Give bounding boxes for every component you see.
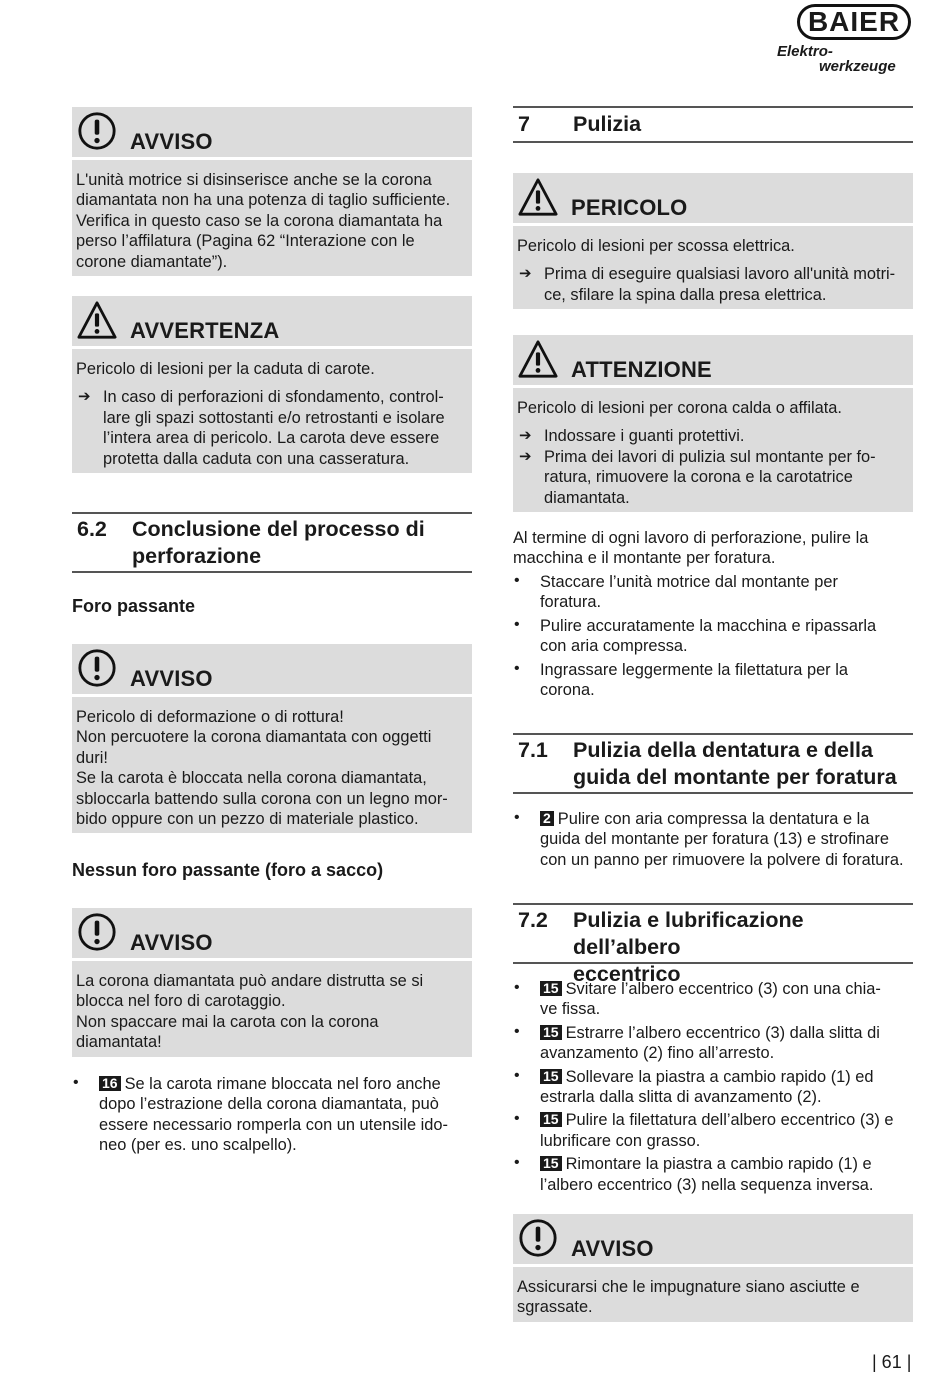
list-item	[513, 1110, 913, 1151]
list-item-text: Svitare l’albero eccentrico (3) con una chia-	[565, 980, 881, 998]
text-line: Non spaccare mai la carota con la corona	[76, 1012, 379, 1031]
notice-icon	[76, 111, 118, 151]
list-item	[513, 660, 913, 701]
list-item-line: ve fissa.	[540, 1000, 601, 1019]
step-line: protetta dalla caduta con una casseratura.	[103, 449, 410, 468]
list-item-line	[540, 1110, 913, 1130]
list-item-line: avanzamento (2) fino all’arresto.	[540, 1044, 775, 1063]
text-line: Pericolo di lesioni per scossa elettrica.	[517, 237, 795, 255]
text-line: corone diamantate”).	[76, 252, 228, 271]
section-title	[132, 516, 425, 570]
section-number: 7.1	[518, 738, 548, 762]
list-item	[513, 1154, 913, 1195]
notice-header	[72, 908, 472, 958]
list-item-line: neo (per es. uno scalpello).	[99, 1136, 297, 1155]
step-line: Prima dei lavori di pulizia sul montante per fo-	[544, 447, 876, 466]
arrow-right-icon: ➔	[78, 388, 91, 406]
text-line: sbloccarla battendo sulla corona con un legno mor-	[76, 789, 448, 808]
text-line: diamantata non ha una potenza di taglio sufficiente.	[76, 191, 451, 210]
step-list	[517, 426, 907, 508]
bullet-list-7-2	[513, 979, 913, 1198]
list-item-line	[540, 1023, 913, 1043]
text-line: duri!	[76, 748, 108, 767]
section-heading-6-2	[72, 512, 472, 573]
baier-logo	[775, 4, 915, 76]
list-item-text: Se la carota rimane bloccata nel foro anche	[124, 1075, 441, 1093]
caution-body	[513, 388, 913, 512]
step-list	[517, 264, 907, 305]
list-item	[513, 1023, 913, 1064]
bullet-list-cleaning	[513, 572, 913, 703]
arrow-right-icon: ➔	[519, 447, 532, 465]
step-line: lare gli spazi sottostanti e/o retrostanti e isolare	[103, 408, 445, 427]
section-title-line: guida del montante per foratura	[573, 765, 897, 789]
figure-ref-badge: 15	[540, 1025, 562, 1040]
text-line: Se la carota è bloccata nella corona diamantata,	[76, 769, 427, 788]
arrow-right-icon: ➔	[519, 427, 532, 445]
subheading-foro-passante: Foro passante	[72, 596, 196, 616]
warning-triangle-icon	[517, 339, 559, 379]
text-line: La corona diamantata può andare distrutta se si	[76, 972, 424, 990]
step-line: l’intera area di pericolo. La carota deve essere	[103, 429, 440, 448]
list-item-line	[540, 1067, 913, 1087]
text-line: Pericolo di lesioni per corona calda o affilata.	[517, 399, 842, 417]
figure-ref-badge: 15	[540, 1112, 562, 1127]
caution-header	[513, 335, 913, 385]
step-line: diamantata.	[544, 488, 630, 507]
list-item-line: corona.	[540, 681, 595, 700]
section-title	[573, 737, 897, 791]
list-item-line	[540, 979, 913, 999]
section-title	[573, 907, 913, 988]
step-line: In caso di perforazioni di sfondamento, control-	[103, 388, 444, 407]
step-line: ce, sfilare la spina dalla presa elettrica.	[544, 285, 827, 304]
list-item	[513, 809, 913, 870]
notice-box-avviso-2	[72, 644, 472, 833]
list-item-line: Ingrassare leggermente la filettatura per la	[540, 660, 848, 679]
step-item	[517, 264, 907, 305]
text-line: Al termine di ogni lavoro di perforazione, pulire la	[513, 529, 869, 547]
warning-triangle-icon	[517, 177, 559, 217]
notice-title: AVVISO	[130, 930, 213, 955]
step-item	[517, 426, 907, 446]
notice-box-avviso-1	[72, 107, 472, 276]
text-line: macchina e il montante per foratura.	[513, 549, 776, 568]
section-title-line: perforazione	[132, 544, 262, 568]
text-line: blocca nel foro di carotaggio.	[76, 992, 286, 1011]
text-line: Pericolo di deformazione o di rottura!	[76, 708, 344, 726]
section-title-line: eccentrico	[573, 962, 681, 986]
notice-title: AVVISO	[130, 666, 213, 691]
step-list	[76, 387, 466, 469]
list-item-line: Staccare l’unità motrice dal montante per	[540, 573, 838, 591]
text-line: diamantata!	[76, 1033, 162, 1052]
list-item-line: con aria compressa.	[540, 637, 688, 656]
figure-ref-badge: 15	[540, 1069, 562, 1084]
notice-box-avviso-4	[513, 1214, 913, 1322]
text-line: Verifica in questo caso se la corona diamantata ha	[76, 211, 443, 230]
subheading-nessun-foro: Nessun foro passante (foro a sacco)	[72, 860, 384, 880]
list-item-line: dopo l’estrazione della corona diamantata, può	[99, 1095, 439, 1114]
list-item-line: estrarla dalla slitta di avanzamento (2).	[540, 1088, 822, 1107]
notice-box-avviso-3	[72, 908, 472, 1057]
warning-box-avvertenza	[72, 296, 472, 473]
bullet-icon: •	[514, 1022, 520, 1040]
logo-line2: werkzeuge	[819, 58, 896, 75]
list-item-text: Pulire la filettatura dell’albero eccentrico (3) e	[565, 1111, 894, 1130]
warning-triangle-icon	[76, 300, 118, 340]
step-item	[76, 387, 466, 469]
list-item-line	[99, 1074, 472, 1094]
figure-ref-badge: 16	[99, 1076, 121, 1091]
list-item	[513, 1067, 913, 1108]
section-number: 7	[518, 112, 530, 136]
danger-box-pericolo	[513, 173, 913, 309]
notice-header	[513, 1214, 913, 1264]
text-line: Assicurarsi che le impugnature siano asciutte e	[517, 1278, 860, 1296]
list-item-line: guida del montante per foratura (13) e strofinare	[540, 830, 889, 849]
warning-header	[72, 296, 472, 346]
warning-body	[72, 349, 472, 473]
list-item	[513, 979, 913, 1020]
notice-body	[72, 160, 472, 276]
list-item-line: foratura.	[540, 593, 602, 612]
bullet-icon: •	[514, 1154, 520, 1172]
danger-title: PERICOLO	[571, 195, 688, 220]
notice-title: AVVISO	[130, 129, 213, 154]
warning-title: AVVERTENZA	[130, 318, 280, 343]
arrow-right-icon: ➔	[519, 265, 532, 283]
notice-body	[513, 1267, 913, 1322]
step-line: Indossare i guanti protettivi.	[544, 427, 745, 446]
notice-title: AVVISO	[571, 1236, 654, 1261]
bullet-icon: •	[73, 1074, 79, 1091]
bullet-icon: •	[514, 809, 520, 826]
bullet-icon: •	[514, 615, 520, 633]
bullet-icon: •	[514, 1110, 520, 1128]
list-item-text: Pulire con aria compressa la dentatura e la	[557, 810, 870, 828]
notice-icon	[76, 648, 118, 688]
danger-header	[513, 173, 913, 223]
list-item	[513, 616, 913, 657]
list-item-line: Pulire accuratamente la macchina e ripassarla	[540, 616, 877, 635]
intro-paragraph	[513, 528, 913, 569]
section-heading-7	[513, 106, 913, 143]
text-line: perso l’affilatura (Pagina 62 “Interazione con le	[76, 232, 415, 251]
list-item-text: Rimontare la piastra a cambio rapido (1) e	[565, 1155, 872, 1174]
section-title-line: Pulizia della dentatura e della	[573, 738, 873, 762]
danger-body	[513, 226, 913, 309]
list-item-text: Estrarre l’albero eccentrico (3) dalla slitta di	[565, 1023, 880, 1042]
section-heading-7-2	[513, 903, 913, 986]
logo-brand: BAIER	[797, 4, 911, 40]
text-line: Non percuotere la corona diamantata con oggetti	[76, 728, 432, 747]
bullet-icon: •	[514, 979, 520, 996]
figure-ref-badge: 15	[540, 1156, 562, 1171]
figure-ref-badge: 2	[540, 811, 554, 826]
list-item	[72, 1074, 472, 1156]
section-heading-7-1	[513, 733, 913, 794]
text-line: Pericolo di lesioni per la caduta di carote.	[76, 360, 375, 378]
caution-title: ATTENZIONE	[571, 357, 712, 382]
bullet-list-left	[72, 1074, 472, 1159]
step-line: ratura, rimuovere la corona e la carotatrice	[544, 468, 853, 487]
list-item-line	[540, 809, 913, 829]
list-item-line	[540, 1154, 913, 1174]
section-title: Pulizia	[573, 112, 642, 136]
step-line: Prima di eseguire qualsiasi lavoro all'unità motri-	[544, 265, 896, 284]
list-item-line: l’albero eccentrico (3) nella sequenza inversa.	[540, 1175, 874, 1194]
bullet-icon: •	[514, 659, 520, 677]
list-item-line: essere necessario romperla con un utensile ido-	[99, 1115, 448, 1134]
bullet-list-7-1	[513, 809, 913, 873]
text-line: L'unità motrice si disinserisce anche se la corona	[76, 171, 432, 189]
text-line: sgrassate.	[517, 1298, 593, 1317]
logo-line1: Elektro-	[777, 43, 833, 60]
notice-body	[72, 697, 472, 833]
notice-icon	[517, 1218, 559, 1258]
notice-body	[72, 961, 472, 1057]
notice-icon	[76, 912, 118, 952]
figure-ref-badge: 15	[540, 981, 562, 996]
list-item-text: Sollevare la piastra a cambio rapido (1) ed	[565, 1067, 874, 1086]
bullet-icon: •	[514, 572, 520, 589]
page-number: | 61 |	[872, 1352, 912, 1372]
text-line: bido oppure con un pezzo di materiale plastico.	[76, 810, 419, 829]
bullet-icon: •	[514, 1066, 520, 1084]
section-title-line: Pulizia e lubrificazione dell’albero	[573, 908, 804, 959]
section-title-line: Conclusione del processo di	[132, 517, 425, 541]
list-item	[513, 572, 913, 613]
notice-header	[72, 644, 472, 694]
section-number: 6.2	[77, 517, 107, 541]
list-item-line: lubrificare con grasso.	[540, 1131, 701, 1150]
list-item-line: con un panno per rimuovere la polvere di foratura.	[540, 850, 904, 869]
notice-header	[72, 107, 472, 157]
step-item	[517, 447, 907, 508]
section-number: 7.2	[518, 908, 548, 932]
caution-box-attenzione	[513, 335, 913, 512]
